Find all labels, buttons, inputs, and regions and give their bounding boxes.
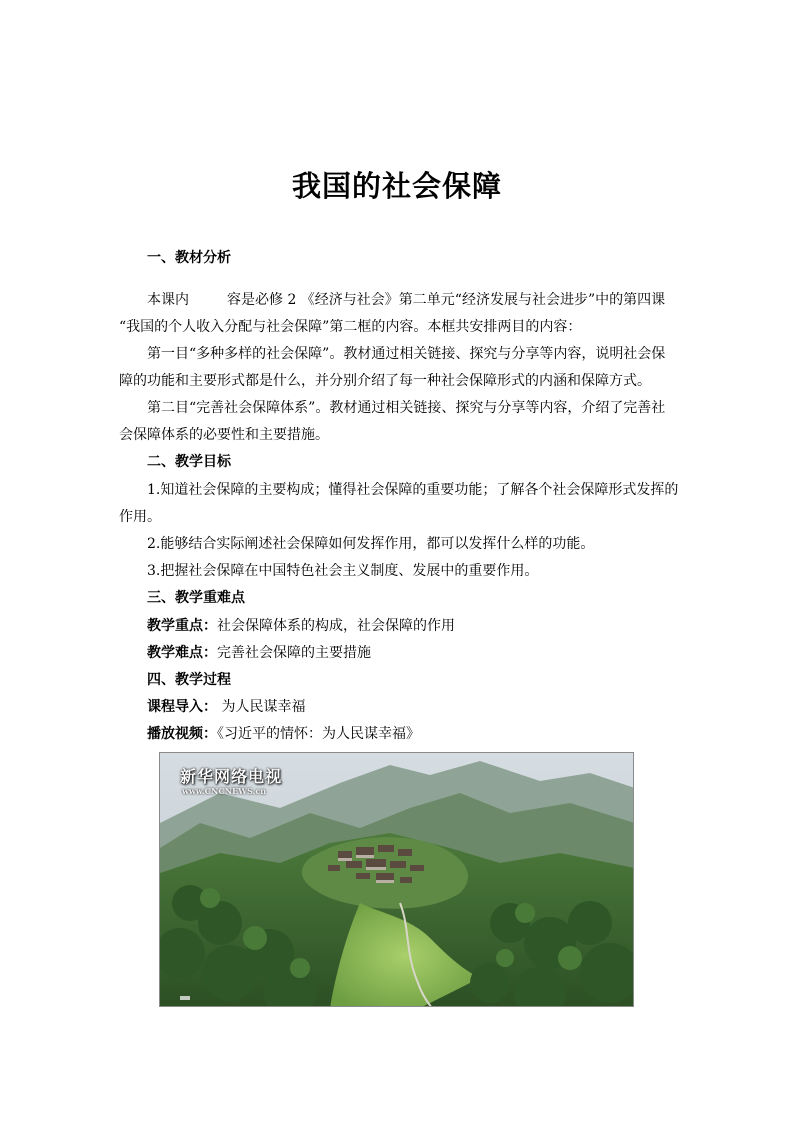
goal-1-line1: 1.知道社会保障的主要构成；懂得社会保障的重要功能；了解各个社会保障形式发挥的: [147, 482, 679, 498]
page-title: 我国的社会保障: [291, 169, 502, 203]
key-point-row: [147, 616, 707, 636]
course-intro-label: 课程导入：: [147, 699, 217, 715]
course-intro-row: [147, 697, 707, 717]
paragraph-first-item-line1: 第一目“多种多样的社会保障”。教材通过相关链接、探究与分享等内容，说明社会保: [147, 346, 666, 362]
play-video-row: [147, 724, 707, 744]
text-fragment: 容是必修 2 《经济与社会》第二单元“经济发展与社会进步”中的第四课: [227, 292, 666, 308]
goal-1-line2: 作用。: [119, 509, 161, 525]
course-intro-text: 为人民谋幸福: [217, 699, 306, 715]
watermark-channel-name: 新华网络电视: [180, 767, 283, 786]
key-point-label: 教学重点：: [147, 618, 217, 634]
difficulty-row: [147, 643, 707, 663]
paragraph-second-item-line2: 会保障体系的必要性和主要措施。: [119, 427, 329, 443]
paragraph-first-item-line2: 障的功能和主要形式都是什么，并分别介绍了每一种社会保障形式的内涵和保障方式。: [119, 373, 651, 389]
difficulty-label: 教学难点：: [147, 645, 217, 661]
paragraph-second-item-line1: 第二目“完善社会保障体系”。教材通过相关链接、探究与分享等内容，介绍了完善社: [147, 400, 666, 416]
key-point-text: 社会保障体系的构成，社会保障的作用: [217, 618, 455, 634]
play-video-label: 播放视频：: [147, 726, 217, 742]
play-video-title: 《习近平的情怀：为人民谋幸福》: [217, 726, 420, 742]
paragraph-analysis-intro-line2: “我国的个人收入分配与社会保障”第二框的内容。本框共安排两目的内容：: [119, 319, 582, 335]
text-fragment: 本课内: [147, 292, 189, 308]
difficulty-text: 完善社会保障的主要措施: [217, 645, 371, 661]
watermark-website: www.CNCNEWS.cn: [182, 786, 267, 796]
section-heading-analysis: 一、教材分析: [147, 250, 231, 266]
paragraph-analysis-intro-line1: [147, 290, 707, 310]
section-heading-key-points: 三、教学重难点: [147, 590, 245, 606]
section-heading-goals: 二、教学目标: [147, 454, 231, 470]
section-heading-process: 四、教学过程: [147, 672, 231, 688]
corner-logo-mark: [180, 996, 190, 1000]
goal-3: 3.把握社会保障在中国特色社会主义制度、发展中的重要作用。: [147, 563, 539, 579]
video-still-image: [159, 752, 634, 1007]
goal-2: 2.能够结合实际阐述社会保障如何发挥作用，都可以发挥什么样的功能。: [147, 536, 595, 552]
